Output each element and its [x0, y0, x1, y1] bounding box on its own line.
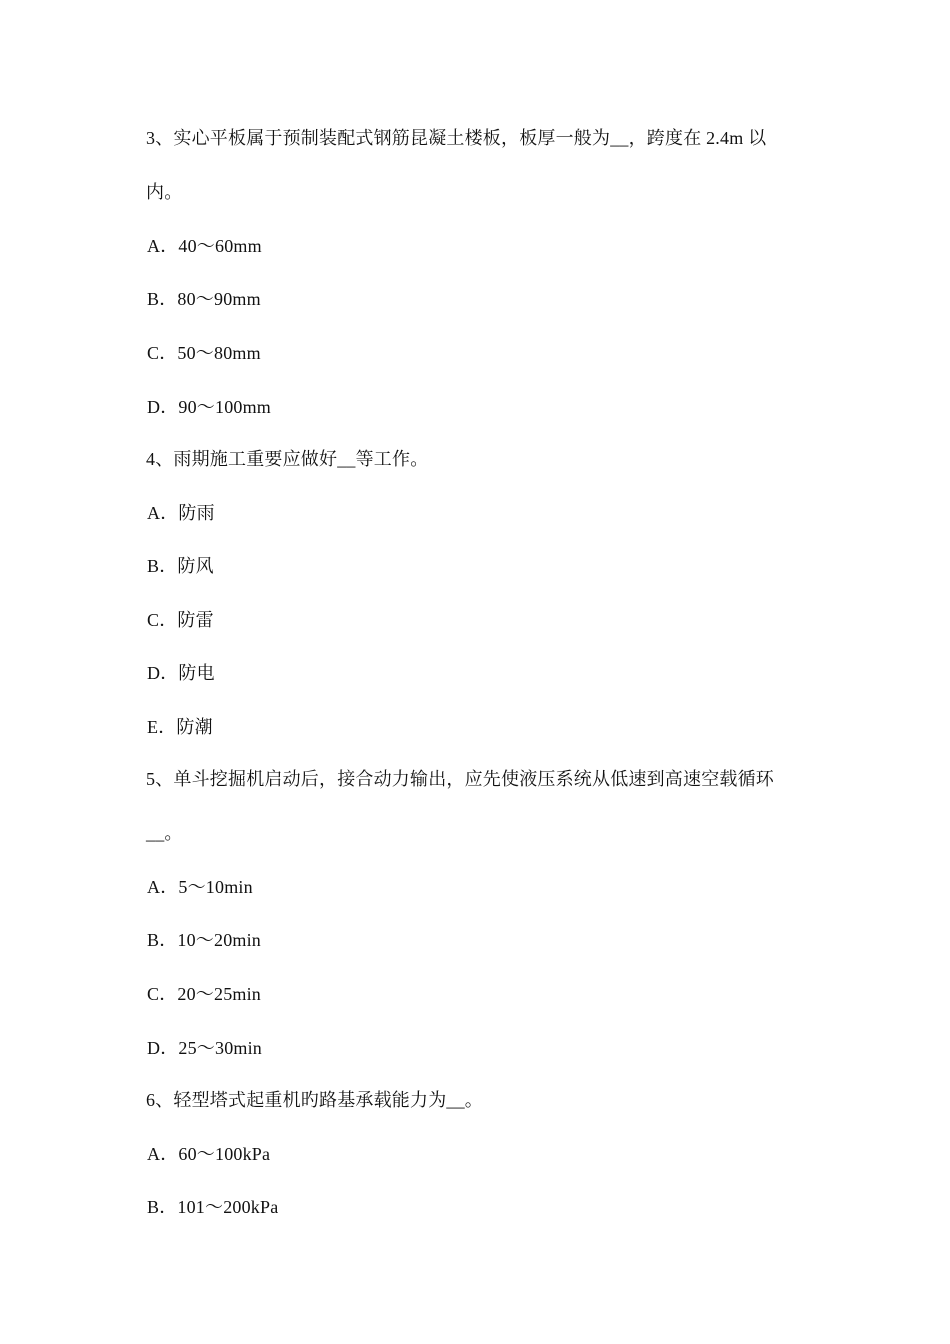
question-3-option-d: D．90～100mm	[147, 397, 272, 417]
question-6-stem-line-1: 6、轻型塔式起重机旳路基承载能力为__。	[146, 1090, 483, 1110]
question-6-option-a: A．60～100kPa	[147, 1144, 271, 1164]
question-4-option-e: E．防潮	[147, 717, 213, 737]
question-5-option-c: C．20～25min	[147, 984, 262, 1004]
question-3-option-c: C．50～80mm	[147, 343, 261, 363]
question-5-option-a: A．5～10min	[147, 877, 253, 897]
question-4-option-b: B．防风	[147, 556, 214, 576]
question-3-option-a: A．40～60mm	[147, 236, 262, 256]
question-5-stem-line-1: 5、单斗挖掘机启动后，接合动力输出，应先使液压系统从低速到高速空载循环	[146, 769, 774, 789]
question-5-stem-line-2: __。	[146, 823, 183, 843]
question-6-option-b: B．101～200kPa	[147, 1197, 279, 1217]
question-5-option-d: D．25～30min	[147, 1038, 263, 1058]
question-3-stem-line-2: 内。	[146, 182, 183, 202]
question-4-option-c: C．防雷	[147, 610, 214, 630]
question-4-stem-line-1: 4、雨期施工重要应做好__等工作。	[146, 449, 429, 469]
question-4-option-d: D．防电	[147, 663, 215, 683]
question-4-option-a: A．防雨	[147, 503, 215, 523]
question-5-option-b: B．10～20min	[147, 930, 262, 950]
question-3-option-b: B．80～90mm	[147, 289, 261, 309]
question-3-stem-line-1: 3、实心平板属于预制装配式钢筋昆凝土楼板，板厚一般为__，跨度在 2.4m 以	[146, 128, 767, 148]
